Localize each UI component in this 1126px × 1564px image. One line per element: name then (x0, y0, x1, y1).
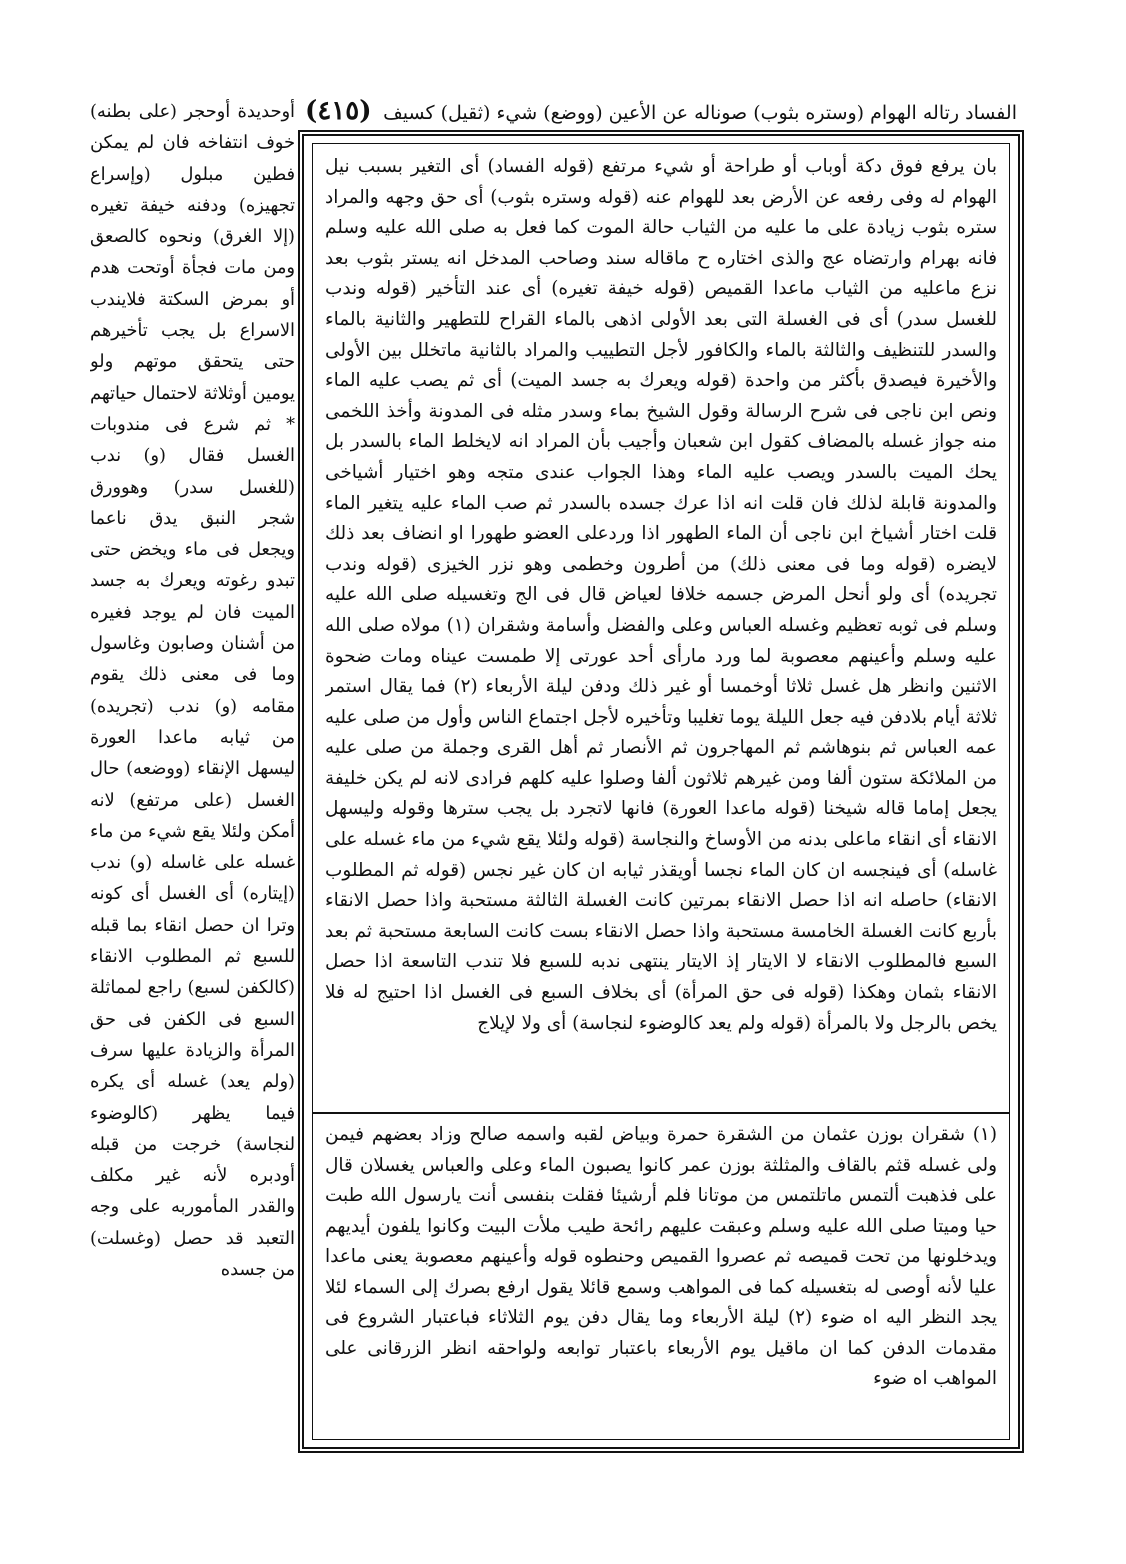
header-text: الفساد رتاله الهوام (وستره بثوب) صوناله عن الأعين (ووضع) شيء (ثقيل) كسيف (383, 102, 1017, 124)
running-header (305, 96, 1017, 134)
footnotes-text: (١) شقران بوزن عثمان من الشقرة حمرة وبياض لقبه واسمه صالح وزاد بعضهم فيمن ولى غسله قثم بالقاف والمثلثة بوزن عمر كانوا يصبون الماء وعلى والعباس يغسلان قال على فذهبت ألتمس ماتلتمس من موتانا فلم أرشيئا فقلت بنفسى أنت يارسول الله طبت حيا وميتا صلى الله عليه وسلم وعبقت عليهم رائحة طيب ملأت البيت وكانوا يلفون أيديهم ويدخلونها من تحت قميصه ثم عصروا القميص وحنطوه قوله وأعينهم معصوبة يعنى ماعدا عليا لأنه أوصى له بتغسيله كما فى المواهب وسمع قائلا يقول ارفع بصرك إلى السماء لئلا يجد النظر اليه اه ضوء (٢) ليلة الأربعاء وما يقال دفن يوم الثلاثاء فباعتبار الشروع فى مقدمات الدفن كما ان ماقيل يوم الأربعاء باعتبار توابعه ولواحقه انظر الزرقانى على المواهب اه ضوء (325, 1124, 997, 1389)
matn-margin-column: أوحديدة أوحجر (على بطنه) خوف انتفاخه فان لم يمكن فطين مبلول (وإسراع تجهيزه) ودفنه خيفة تغيره (إلا الغرق) ونحوه كالصعق ومن مات فجأة أوتحت هدم أو بمرض السكتة فلايندب الاسراع بل يجب تأخيرهم حتى يتحقق موتهم ولو يومين أوثلاثة لاحتمال حياتهم * ثم شرع فى مندوبات الغسل فقال (و) ندب (للغسل سدر) وهوورق شجر النبق يدق ناعما ويجعل فى ماء ويخض حتى تبدو رغوته ويعرك به جسد الميت فان لم يوجد فغيره من أشنان وصابون وغاسول وما فى معنى ذلك يقوم مقامه (و) ندب (تجريده) من ثيابه ماعدا العورة ليسهل الإنقاء (ووضعه) حال الغسل (على مرتفع) لانه أمكن ولئلا يقع شيء من ماء غسله على غاسله (و) ندب (إيتاره) أى الغسل أى كونه وترا ان حصل انقاء بما قبله للسبع ثم المطلوب الانقاء (كالكفن لسبع) راجع لمماثلة السبع فى الكفن فى حق المرأة والزيادة عليها سرف (ولم يعد) غسله أى يكره فيما يظهر (كالوضوء لنجاسة) خرجت من قبله أودبره لأنه غير مكلف والقدر المأموربه على وجه التعبد قد حصل (وغسلت) من جسده (90, 101, 295, 1280)
main-text-frame (298, 130, 1024, 1453)
inner-border (312, 143, 1010, 1440)
commentary-text: بان يرفع فوق دكة أوباب أو طراحة أو شيء مرتفع (قوله الفساد) أى التغير بسبب نيل الهوام له وفى رفعه عن الأرض بعد للهوام عنه (قوله وستره بثوب) أى حق وجهه والمراد ستره بثوب زيادة على ما عليه من الثياب حالة الموت كما فعل به صلى الله عليه وسلم فانه بهرام وارتضاه عج والذى اختاره ح ماقاله سند وصاحب المدخل انه يستر بثوب بعد نزع ماعليه من الثياب ماعدا القميص (قوله خيفة تغيره) أى عند التأخير (قوله وندب للغسل سدر) أى فى الغسلة التى بعد الأولى اذهى بالماء القراح للتطهير والثانية بالماء والسدر للتنظيف والثالثة بالماء والكافور لأجل التطييب والمراد بالثانية ماتخلل بين الأولى والأخيرة فيصدق بأكثر من واحدة (قوله ويعرك به جسد الميت) أى ثم يصب عليه الماء ونص ابن ناجى فى شرح الرسالة وقول الشيخ بماء وسدر مثله فى المدونة وأخذ اللخمى منه جواز غسله بالمضاف كقول ابن شعبان وأجيب بأن المراد انه لايخلط الماء بالسدر بل يحك الميت بالسدر ويصب عليه الماء وهذا الجواب عندى متجه وهو اختيار أشياخى والمدونة قابلة لذلك فان قلت انه اذا عرك جسده بالسدر ثم صب الماء عليه يتغير الماء قلت اختار أشياخ ابن ناجى أن الماء الطهور اذا وردعلى العضو طهورا او انضاف بعد ذلك لايضره (قوله وما فى معنى ذلك) من أطرون وخطمى وهو نزر الخيزى (قوله وندب تجريده) أى ولو أنحل المرض جسمه خلافا لعياض قال فى الج وتغسيله صلى الله عليه وسلم فى ثوبه تعظيم وغسله العباس وعلى والفضل وأسامة وشقران (١) مولاه صلى الله عليه وسلم وأعينهم معصوبة لما ورد مارأى أحد عورتى إلا طمست عيناه ومات ضحوة الاثنين وانظر هل غسل ثلاثا أوخمسا أو غير ذلك ودفن ليلة الأربعاء (٢) فما يقال استمر ثلاثة أيام بلادفن فيه جعل الليلة يوما تغليبا وتأخيره لأجل اجتماع الناس وأول من صلى عليه عمه العباس ثم بنوهاشم ثم المهاجرون ثم الأنصار ثم أهل القرى وجملة من صلى عليه من الملائكة ستون ألفا ومن غيرهم ثلاثون ألفا وصلوا عليه كلهم فرادى لانه لم يكن خليفة يجعل إماما قاله شيخنا (قوله ماعدا العورة) فانها لاتجرد بل يجب سترها وقوله وليسهل الانقاء أى انقاء ماعلى بدنه من الأوساخ والنجاسة (قوله ولئلا يقع شيء من ماء غسله على غاسله) أى فينجسه ان كان الماء نجسا أويقذر ثيابه ان كان غير نجس (قوله ثم المطلوب الانقاء) حاصله انه اذا حصل الانقاء بمرتين كانت الغسلة الثالثة مستحبة واذا حصل الانقاء بأربع كانت الغسلة الخامسة مستحبة واذا حصل الانقاء بست كانت السابعة مستحبة ثم بعد السبع فالمطلوب الانقاء لا الايتار إذ الايتار ينتهى ندبه للسبع فلا تندب التاسعة اذا حصل الانقاء بثمان وهكذا (قوله فى حق المرأة) أى بخلاف السبع فى الغسل اذا احتيج له فلا يخص بالرجل ولا بالمرأة (قوله ولم يعد كالوضوء لنجاسة) أى ولا لإيلاج (325, 156, 997, 1034)
footnote-divider (313, 1112, 1009, 1114)
page-number: (٤١٥) (305, 96, 372, 126)
